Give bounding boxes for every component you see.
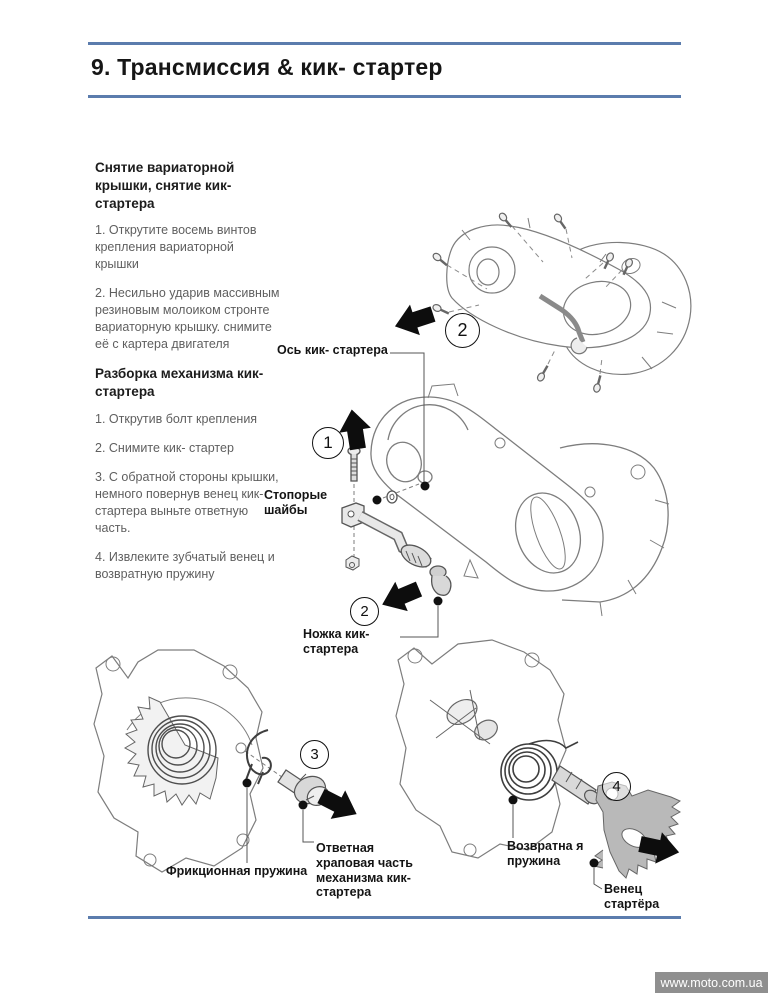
callout-step-1: 1 (312, 427, 344, 459)
watermark: www.moto.com.ua (655, 972, 768, 993)
instruction-step: 2. Несильно ударив массивным резиновым молоиком стронте вариаторную крышку. снимите её с картера двигателя (95, 286, 280, 352)
part-label-ratchet: Ответная храповая часть механизма кик- стартера (316, 841, 413, 900)
callout-step-2-top: 2 (445, 313, 480, 348)
callout-step-2-mid: 2 (350, 597, 379, 626)
instruction-step: 2. Снимите кик- стартер (95, 441, 234, 456)
part-label-friction-spring: Фрикционная пружина (166, 864, 308, 878)
instruction-step: 4. Извлеките зубчатый венец и возвратную пружину (95, 550, 275, 582)
instruction-step: 3. С обратной стороны крышки, немного повернув венец кик- стартера выньте ответную часть. (95, 470, 279, 536)
part-label-starter-gear: Венец стартёра (604, 882, 660, 911)
page-title: 9. Трансмиссия & кик- стартер (91, 54, 443, 80)
divider-bottom (88, 916, 681, 919)
section-heading: Разборка механизма кик- стартера (95, 366, 264, 400)
part-label-kick-lever: Ножка кик- стартера (303, 627, 370, 656)
instruction-step: 1. Открутите восемь винтов крепления вариаторной крышки (95, 223, 257, 272)
part-label-lock-washers: Стопорые шайбы (264, 488, 328, 517)
callout-step-3: 3 (300, 740, 329, 769)
callout-step-4: 4 (602, 772, 631, 801)
part-label-return-spring: Возвратна я пружина (507, 839, 584, 868)
instruction-step: 1. Открутив болт крепления (95, 412, 258, 427)
part-label-kick-axis: Ось кик- стартера (277, 343, 388, 357)
section-heading: Снятие вариаторной крышки, снятие кик- стартера (95, 160, 235, 211)
